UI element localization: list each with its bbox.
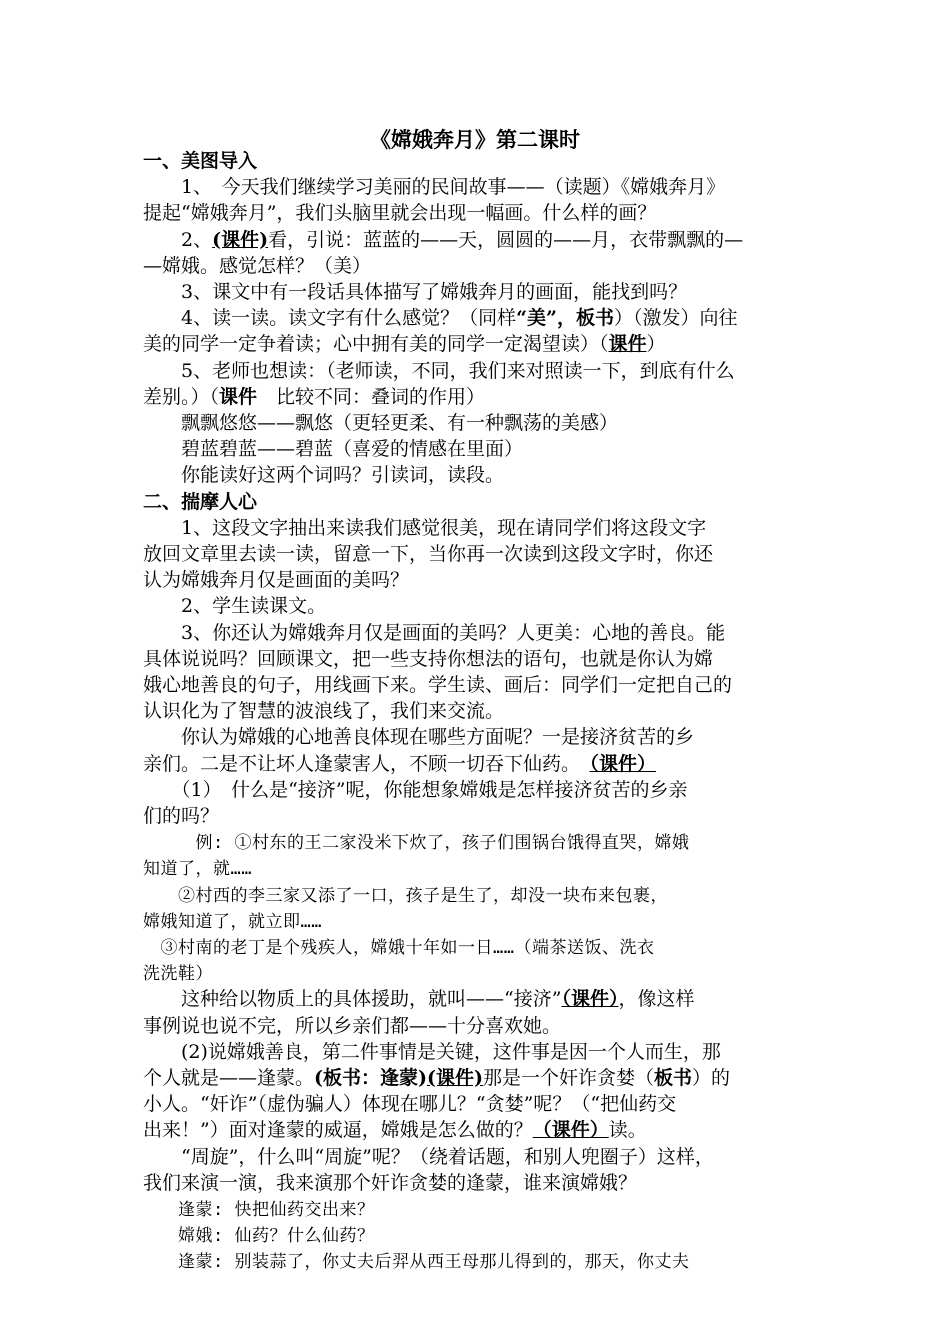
text-run: 2、学生读课文。	[143, 595, 327, 618]
bold-text: 课件	[219, 385, 258, 408]
text-line	[143, 1144, 823, 1170]
text-line	[143, 515, 823, 541]
text-run: 事例说也说不完，所以乡亲们都——十分喜欢她。	[143, 1014, 562, 1037]
text-run: 读。	[608, 1119, 647, 1142]
text-run: 3、课文中有一段话具体描写了嫦娥奔月的画面，能找到吗？	[143, 281, 688, 303]
text-run: 出来！”）面对逢蒙的威逼，嫦娥是怎么做的？	[143, 1119, 533, 1142]
text-run: 你能读好这两个词吗？引读词，读段。	[143, 464, 505, 487]
text-run: 放回文章里去读一读，留意一下，当你再一次读到这段文字时，你还	[143, 543, 714, 565]
text-line	[143, 777, 823, 803]
text-run: 逢蒙: 别装蒜了，你丈夫后羿从西王母那儿得到的，那天，你丈夫	[143, 1252, 690, 1273]
text-run: ）的	[692, 1067, 731, 1089]
text-line	[143, 672, 823, 698]
text-run: 差别。）（	[143, 385, 220, 408]
text-run: ③村南的老丁是个残疾人，嫦娥十年如一日……（端茶送饭、洗衣	[143, 938, 655, 958]
text-run: 1、这段文字抽出来读我们感觉很美，现在请同学们将这段文字	[143, 516, 707, 539]
courseware-marker: （课件）	[589, 752, 657, 775]
text-run: 5、老师也想读：（老师读，不同，我们来对照读一下，到底有什么	[143, 359, 735, 382]
text-run: 提起“嫦娥奔月”，我们头脑里就会出现一幅画。什么样的画？	[143, 202, 657, 225]
text-run: 4、读一读。读文字有什么感觉？（同样	[143, 307, 517, 330]
text-run: (2)说嫦娥善良，第二件事情是关键，这件事是因一个人而生，那	[143, 1040, 721, 1063]
text-line	[143, 646, 823, 672]
text-run: 嫦娥知道了，就立即……	[143, 911, 322, 932]
text-run: 亲们。二是不让坏人逢蒙害人，不顾一切吞下仙药。	[143, 752, 590, 775]
text-line	[143, 803, 823, 829]
text-run: “周旋”，什么叫“周旋”呢？（绕着话题，和别人兜圈子）这样，	[143, 1145, 714, 1168]
text-line	[143, 855, 823, 881]
text-line	[143, 960, 823, 986]
text-line	[143, 882, 823, 908]
text-run: 知道了，就……	[143, 859, 252, 880]
text-line	[143, 1039, 823, 1065]
courseware-marker: (课件)	[212, 228, 269, 251]
text-run: 认识化为了智慧的波浪线了，我们来交流。	[143, 700, 505, 723]
text-run: 看，引说：蓝蓝的——天，圆圆的——月，衣带飘飘的—	[268, 228, 744, 251]
text-run: 例: ①村东的王二家没米下炊了，孩子们围锅台饿得直哭，嫦娥	[143, 833, 690, 854]
text-run: 我们来演一演，我来演那个奸诈贪婪的逢蒙，谁来演嫦娥？	[143, 1171, 638, 1194]
courseware-marker: （课件）	[532, 1119, 609, 1142]
text-run: 具体说说吗？回顾课文，把一些支持你想法的语句，也就是你认为嫦	[143, 647, 714, 670]
text-line	[143, 908, 823, 934]
text-run: —嫦娥。感觉怎样？（美）	[143, 254, 372, 277]
text-line	[143, 724, 823, 750]
text-line	[143, 1222, 823, 1248]
text-run: 认为嫦娥奔月仅是画面的美吗？	[143, 569, 410, 592]
text-line	[143, 279, 823, 305]
text-line	[143, 593, 823, 619]
text-line	[143, 620, 823, 646]
courseware-marker: 课件	[608, 333, 647, 356]
document-title: 《嫦娥奔月》第二课时	[370, 127, 580, 152]
courseware-marker: (课件)	[427, 1067, 483, 1089]
text-line	[143, 541, 823, 567]
text-line	[143, 174, 823, 200]
text-line	[143, 200, 823, 226]
text-line	[143, 698, 823, 724]
text-line	[143, 384, 823, 410]
courseware-marker: （课件）	[561, 988, 619, 1011]
text-line	[143, 1065, 823, 1091]
text-line	[143, 1248, 823, 1274]
text-run: 飘飘悠悠——飘悠（更轻更柔、有一种飘荡的美感）	[143, 412, 619, 434]
text-line	[143, 567, 823, 593]
text-run: 比较不同：叠词的作用）	[257, 385, 486, 408]
text-line	[143, 1170, 823, 1196]
text-run: 1、 今天我们继续学习美丽的民间故事——（读题）《嫦娥奔月》	[143, 176, 726, 199]
text-run: 碧蓝碧蓝——碧蓝（喜爱的情感在里面）	[143, 438, 524, 461]
text-run: 2、	[143, 228, 213, 251]
text-line	[143, 934, 823, 960]
text-run: 小人。“奸诈”（虚伪骗人）体现在哪儿？“贪婪”呢？（“把仙药交	[143, 1093, 677, 1116]
text-run: 美的同学一定争着读；心中拥有美的同学一定渴望读）（	[143, 333, 609, 356]
text-line	[143, 331, 823, 357]
text-line	[143, 489, 823, 515]
text-line	[143, 1091, 823, 1117]
text-line	[143, 1013, 823, 1039]
bold-text: 板书	[654, 1067, 693, 1089]
text-line	[143, 410, 823, 436]
text-line	[143, 227, 823, 253]
text-line	[143, 358, 823, 384]
text-run: 嫦娥: 仙药？什么仙药？	[143, 1226, 375, 1247]
text-run: 个人就是——逢蒙。	[143, 1067, 315, 1089]
text-run: ）	[646, 333, 666, 356]
text-line	[143, 305, 823, 331]
text-line	[143, 1117, 823, 1143]
bold-text: (板书：逢蒙)	[314, 1067, 427, 1089]
text-run: 这种给以物质上的具体援助，就叫——“接济”	[143, 988, 562, 1011]
bold-text: “美”，板书	[516, 307, 614, 330]
text-run: 娥心地善良的句子，用线画下来。学生读、画后：同学们一定把自己的	[143, 674, 733, 696]
text-run: ）（激发）向往	[613, 307, 738, 330]
text-run: ②村西的李三家又添了一口，孩子是生了，却没一块布来包裹，	[143, 885, 668, 906]
text-run: 那是一个奸诈贪婪（	[482, 1067, 654, 1089]
text-line	[143, 1196, 823, 1222]
text-run: 洗洗鞋）	[143, 964, 213, 985]
text-run: 你认为嫦娥的心地善良体现在哪些方面呢？一是接济贫苦的乡	[143, 726, 695, 749]
bold-text: 一、美图导入	[143, 150, 258, 172]
text-run: （1） 什么是“接济”呢，你能想象嫦娥是怎样接济贫苦的乡亲	[143, 778, 688, 801]
text-run: ，像这样	[618, 988, 695, 1011]
text-line	[143, 751, 823, 777]
text-run: 们的吗？	[143, 805, 220, 827]
text-line	[143, 253, 823, 279]
text-run: 3、你还认为嫦娥奔月仅是画面的美吗？人更美：心地的善良。能	[143, 621, 726, 644]
text-line	[143, 986, 823, 1012]
bold-text: 二、揣摩人心	[143, 490, 258, 513]
text-line	[143, 462, 823, 488]
text-run: 逢蒙: 快把仙药交出来？	[143, 1200, 375, 1220]
text-line	[143, 436, 823, 462]
text-line	[143, 148, 823, 174]
text-line	[143, 829, 823, 855]
